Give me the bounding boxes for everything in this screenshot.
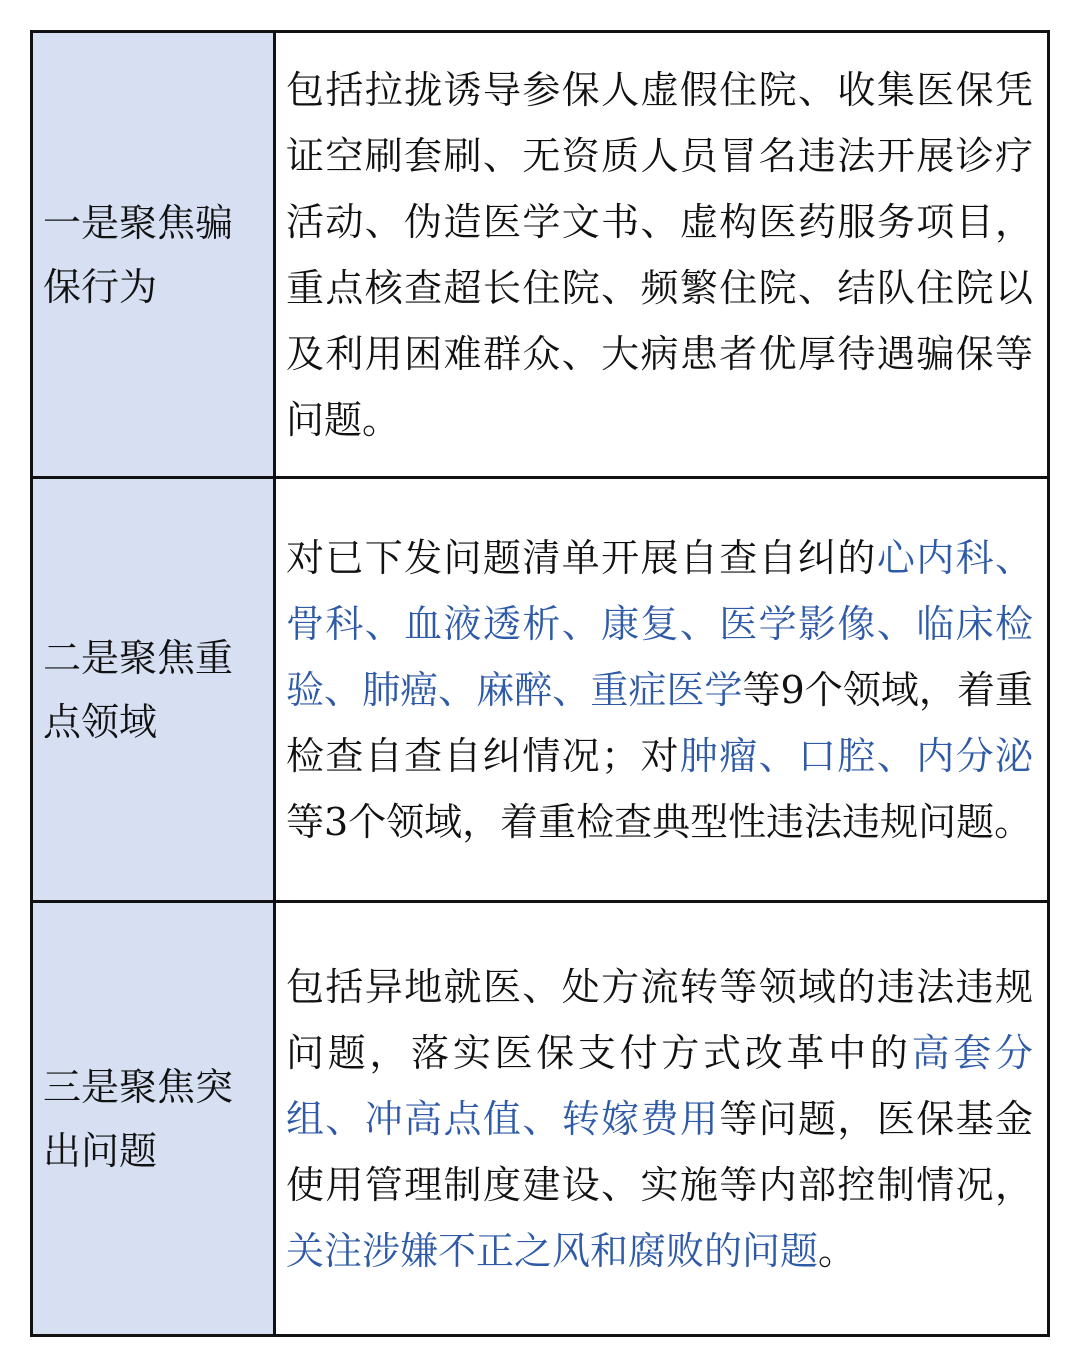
row-label-cell xyxy=(33,33,276,479)
row-content-cell xyxy=(276,33,1047,479)
highlighted-text-segment: 关注涉嫌不正之风和腐败的问题 xyxy=(286,1228,819,1273)
row-label: 二是聚焦重点领域 xyxy=(43,635,234,744)
row-label: 一是聚焦骗保行为 xyxy=(43,200,234,309)
content-text-segment: 包括异地就医、处方流转等领域的违法违规问题，落实医保支付方式改革中的 xyxy=(286,964,1033,1075)
content-text-segment: 。 xyxy=(818,1228,857,1273)
row-content-cell xyxy=(276,479,1047,903)
row-label-cell xyxy=(33,479,276,903)
row-content xyxy=(286,57,1033,453)
highlighted-text-segment: 心内科、骨科、血液透析、康复、医学影像、临床检验、肺癌、麻醉、重症医学 xyxy=(286,535,1033,712)
content-text-segment: 包括拉拢诱导参保人虚假住院、收集医保凭证空刷套刷、无资质人员冒名违法开展诊疗活动、伪造医学文书、虚构医药服务项目，重点核查超长住院、频繁住院、结队住院以及利用困难群众、大病患者优厚待遇骗保等问题。 xyxy=(286,67,1033,442)
row-content xyxy=(286,954,1033,1284)
row-label-cell xyxy=(33,903,276,1334)
row-content-cell xyxy=(276,903,1047,1334)
highlighted-text-segment: 高套分组、冲高点值、转嫁费用 xyxy=(286,1030,1033,1141)
content-text-segment: 等3个领域，着重检查典型性违法违规问题。 xyxy=(286,799,1033,844)
row-content xyxy=(286,525,1033,855)
inspection-table xyxy=(30,30,1050,1337)
row-label: 三是聚焦突出问题 xyxy=(43,1064,234,1173)
content-text-segment: 对已下发问题清单开展自查自纠的 xyxy=(286,535,877,580)
content-text-segment: 等问题，医保基金使用管理制度建设、实施等内部控制情况， xyxy=(286,1096,1033,1207)
highlighted-text-segment: 肿瘤、口腔、内分泌 xyxy=(679,733,1033,778)
content-text-segment: 等9个领域，着重检查自查自纠情况；对 xyxy=(286,667,1033,778)
